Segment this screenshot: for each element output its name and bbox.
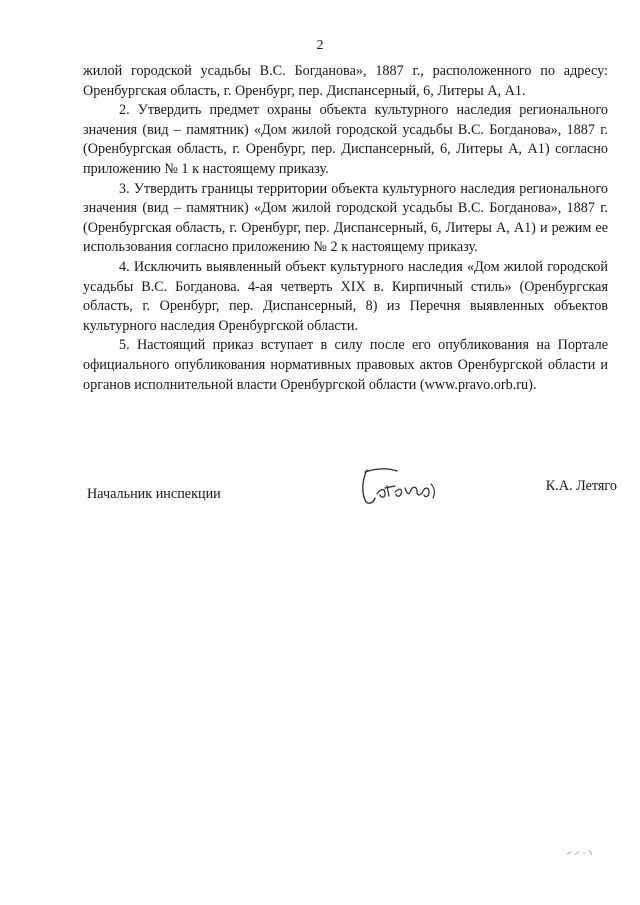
signature-block (87, 472, 617, 512)
paragraph-item-3: 3. Утвердить границы территории объекта культурного наследия регионального значения (вид – памятник) «Дом жилой городской усадьбы В.С. Богданова», 1887 г. (Оренбургская область, г. Оренбург, пер. Диспансерный, 6, Литеры А, А1) и режим ее использования согласно приложению № 2 к настоящему приказу. (83, 180, 608, 256)
scan-artifact (565, 846, 595, 858)
paragraph-item-4: 4. Исключить выявленный объект культурного наследия «Дом жилой городской усадьбы В.С. Богданова. 4-ая четверть XIX в. Кирпичный стиль» (Оренбургская область, г. Оренбург, пер. Диспансерный, 8) из Перечня выявленных объектов культурного наследия Оренбургской области. (83, 258, 608, 334)
paragraph-item-5: 5. Настоящий приказ вступает в силу после его опубликования на Портале официального опубликования нормативных правовых актов Оренбургской области и органов исполнительной власти Оренбургской области (www.pravo.orb.ru). (83, 337, 608, 393)
signatory-position: Начальник инспекции (87, 486, 221, 502)
signatory-name: К.А. Летяго (545, 478, 617, 494)
handwritten-signature (355, 464, 445, 510)
page-number: 2 (316, 38, 324, 53)
paragraph-continuation: жилой городской усадьбы В.С. Богданова», 1887 г., расположенного по адресу: Оренбургская область, г. Оренбург, пер. Диспансерный, 6, Литеры А, А1. (83, 63, 608, 99)
paragraph-item-2: 2. Утвердить предмет охраны объекта культурного наследия регионального значения (вид – памятник) «Дом жилой городской усадьбы В.С. Богданова», 1887 г. (Оренбургская область, г. Оренбург, пер. Диспансерный, 6, Литеры А, А1) согласно приложению № 1 к настоящему приказу. (83, 102, 608, 177)
document-body (83, 62, 608, 395)
